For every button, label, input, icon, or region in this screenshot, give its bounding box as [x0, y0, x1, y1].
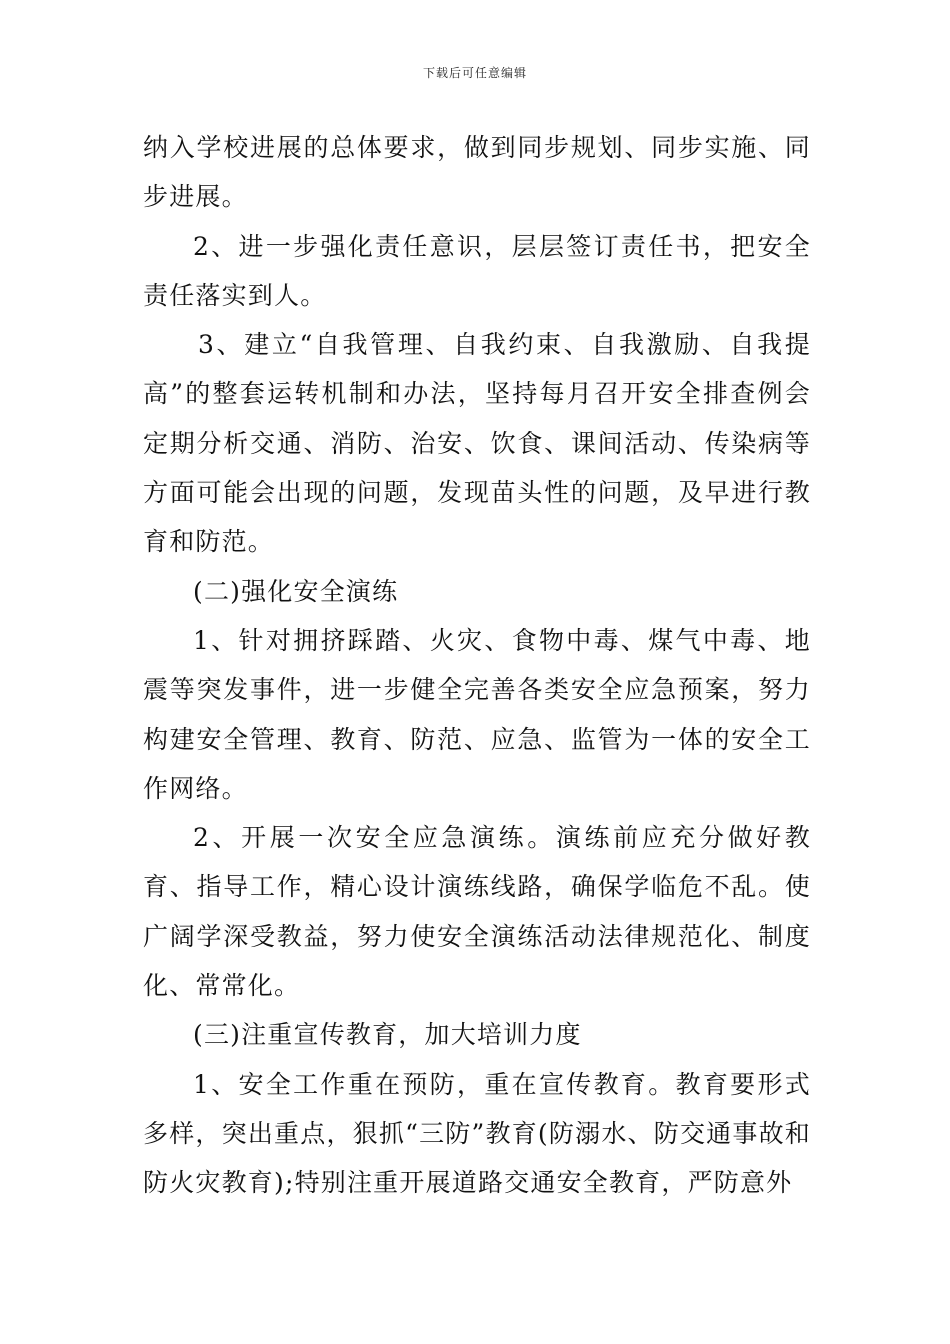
document-body: [143, 123, 811, 1208]
paragraph-item-1-prevention: 1、安全工作重在预防，重在宣传教育。教育要形式多样，突出重点，狠抓“三防”教育(防溺水、防交通事故和防火灾教育);特别注重开展道路交通安全教育，严防意外: [143, 1069, 811, 1198]
paragraph-continuation: 纳入学校进展的总体要求，做到同步规划、同步实施、同步进展。: [143, 133, 811, 212]
page-header: 下载后可任意编辑: [422, 66, 527, 80]
paragraph-item-2-responsibility: 2、进一步强化责任意识，层层签订责任书，把安全责任落实到人。: [143, 231, 811, 310]
paragraph-item-1-emergency-plans: 1、针对拥挤踩踏、火灾、食物中毒、煤气中毒、地震等突发事件，进一步健全完善各类安全应急预案，努力构建安全管理、教育、防范、应急、监管为一体的安全工作网络。: [143, 625, 811, 803]
paragraph-item-2-drill: 2、开展一次安全应急演练。演练前应充分做好教育、指导工作，精心设计演练线路，确保学临危不乱。使广阔学深受教益，努力使安全演练活动法律规范化、制度化、常常化。: [143, 823, 811, 1001]
section-heading-drills: (二)强化安全演练: [193, 576, 399, 606]
section-heading-education: (三)注重宣传教育，加大培训力度: [193, 1020, 582, 1050]
paragraph-item-3-mechanism: 3、建立“自我管理、自我约束、自我激励、自我提高”的整套运转机制和办法，坚持每月召开安全排查例会定期分析交通、消防、治安、饮食、课间活动、传染病等方面可能会出现的问题，发现苗头性的问题，及早进行教育和防范。: [143, 330, 811, 557]
